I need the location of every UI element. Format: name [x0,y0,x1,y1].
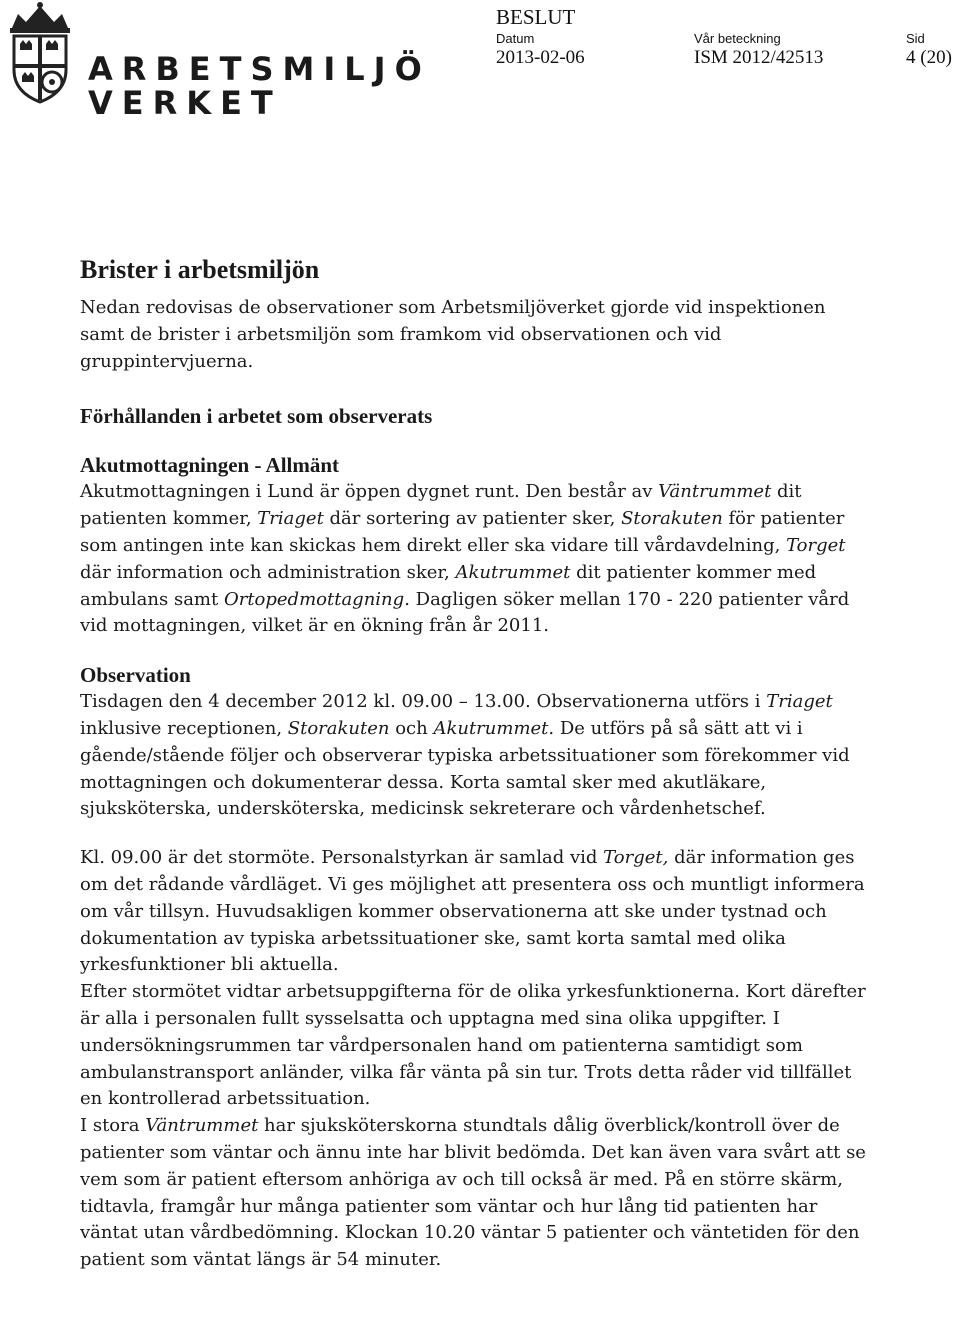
subheading-general: Akutmottagningen - Allmänt [80,453,340,478]
date-label: Datum [496,31,535,46]
section-title: Brister i arbetsmiljön [80,255,320,284]
paragraph-observation: Tisdagen den 4 december 2012 kl. 09.00 – 13.00. Observationerna utförs i Triaget inklusive receptionen, Storakuten och Akutrummet. De utförs på så sätt att vi i gående/stående följer och observerar typiska arbetssituationer som förekommer vid mottagningen och dokumenterar dessa. Korta samtal sker med akutläkare, sjuksköterska, undersköterska, medicinsk sekreterare och vårdenhetschef. [80,691,850,820]
paragraph-after-stormote: Efter stormötet vidtar arbetsuppgifterna för de olika yrkesfunktionerna. Kort därefter är alla i personalen fullt sysselsatta och upptagna med sina olika uppgifter. I undersökningsrummen tar vårdpersonalen hand om patienterna samtidigt som ambulanstransport anländer, vilka får vänta på sin tur. Trots detta råder vid tillfället en kontrollerad arbetssituation. [80,981,866,1110]
logo-line2: VERKET [88,84,282,122]
page-label: Sid [906,31,925,46]
document-body [80,255,870,1274]
page-value: 4 (20) [906,47,952,68]
crown-emblem-icon [4,0,431,122]
subheading-conditions: Förhållanden i arbetet som observerats [80,404,433,429]
arbetsmiljoverket-logo [4,0,431,122]
paragraph-general: Akutmottagningen i Lund är öppen dygnet runt. Den består av Väntrummet dit patienten kommer, Triaget där sortering av patienter sker, Storakuten för patienter som antingen inte kan skickas hem direkt eller ska vidare till vårdavdelning, Torget där information och administration sker, Akutrummet dit patienter kommer med ambulans samt Ortopedmottagning. Dagligen söker mellan 170 - 220 patienter vård vid mottagningen, vilket är en ökning från år 2011. [80,481,850,637]
doc-type: BESLUT [496,5,576,29]
date-value: 2013-02-06 [496,47,585,68]
paragraph-stormote: Kl. 09.00 är det stormöte. Personalstyrkan är samlad vid Torget, där information ges om det rådande vårdläget. Vi ges möjlighet att presentera oss och muntligt informera om vår tillsyn. Huvudsakligen kommer observationerna att ske under tystnad och dokumentation av typiska arbetssituationer ske, samt korta samtal med olika yrkesfunktioner bli aktuella. [80,847,865,976]
reference-value: ISM 2012/42513 [694,47,824,68]
logo-line1: ARBETSMILJÖ [88,50,431,88]
intro-paragraph: Nedan redovisas de observationer som Arbetsmiljöverket gjorde vid inspektionen samt de brister i arbetsmiljön som framkom vid observationen och vid gruppintervjuerna. [80,297,826,372]
subheading-observation: Observation [80,663,191,688]
paragraph-waiting-room: I stora Väntrummet har sjuksköterskorna stundtals dålig överblick/kontroll över de patienter som väntar och ännu inte har blivit bedömda. Det kan även vara svårt att se vem som är patient eftersom anhöriga av och till också är med. På en större skärm, tidtavla, framgår hur många patienter som väntar och hur lång tid patienten har väntat utan vårdbedömning. Klockan 10.20 väntar 5 patienter och väntetiden för den patient som väntat längs är 54 minuter. [80,1115,866,1271]
reference-label: Vår beteckning [694,31,781,46]
